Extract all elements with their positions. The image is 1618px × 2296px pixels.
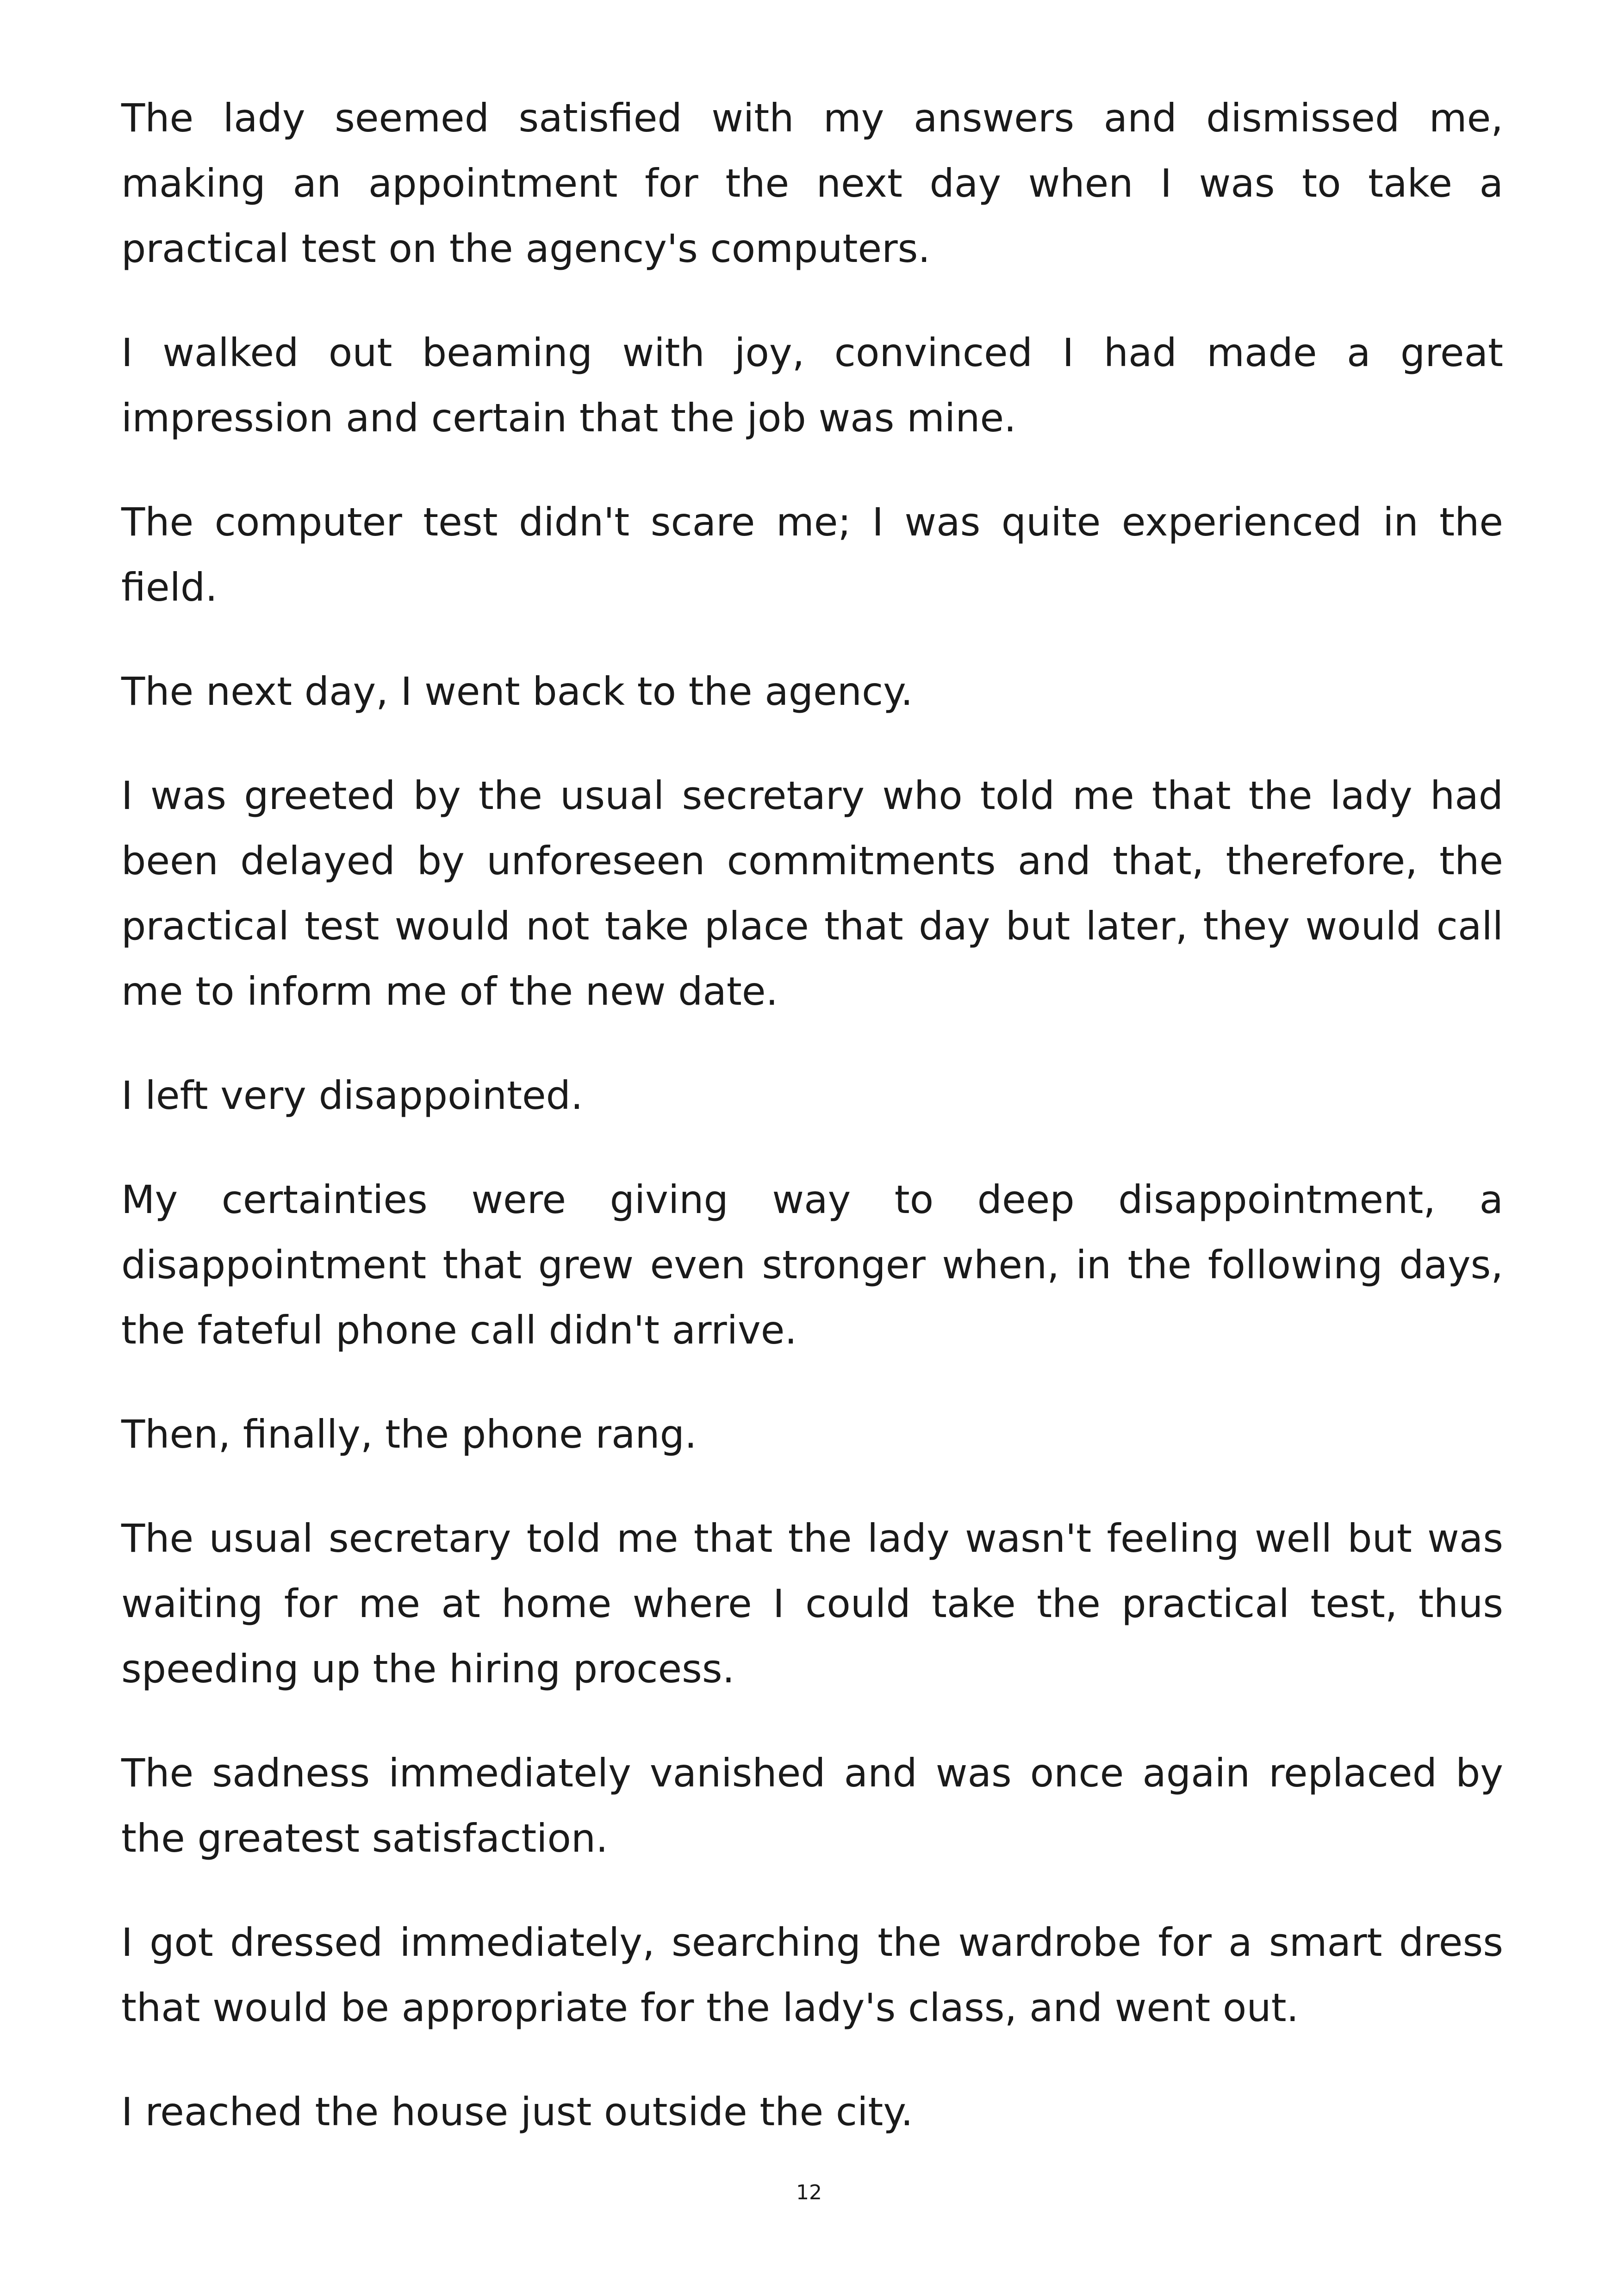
page-number: 12 (796, 2181, 822, 2204)
paragraph-10: The sadness immediately vanished and was once again replaced by the greatest satisfaction. (121, 1750, 1503, 1861)
paragraph-11: I got dressed immediately, searching the wardrobe for a smart dress that would be appropriate for the lady's class, and went out. (121, 1920, 1503, 2030)
paragraph-5: I was greeted by the usual secretary who told me that the lady had been delayed by unforeseen commitments and that, therefore, the practical test would not take place that day but later, they would call me to inform me of the new date. (121, 773, 1503, 1014)
body-text (121, 86, 1503, 2184)
paragraph-8: Then, finally, the phone rang. (121, 1412, 697, 1457)
paragraph-6: I left very disappointed. (121, 1073, 583, 1118)
paragraph-4: The next day, I went back to the agency. (121, 669, 913, 714)
paragraph-1: The lady seemed satisfied with my answers and dismissed me, making an appointment for the next day when I was to take a practical test on the agency's computers. (121, 95, 1503, 271)
paragraph-3: The computer test didn't scare me; I was quite experienced in the field. (121, 499, 1503, 610)
paragraph-2: I walked out beaming with joy, convinced I had made a great impression and certain that the job was mine. (121, 330, 1503, 441)
paragraph-12: I reached the house just outside the city. (121, 2089, 913, 2134)
paragraph-9: The usual secretary told me that the lady wasn't feeling well but was waiting for me at home where I could take the practical test, thus speeding up the hiring process. (121, 1516, 1503, 1692)
paragraph-7: My certainties were giving way to deep disappointment, a disappointment that grew even stronger when, in the following days, the fateful phone call didn't arrive. (121, 1177, 1503, 1353)
